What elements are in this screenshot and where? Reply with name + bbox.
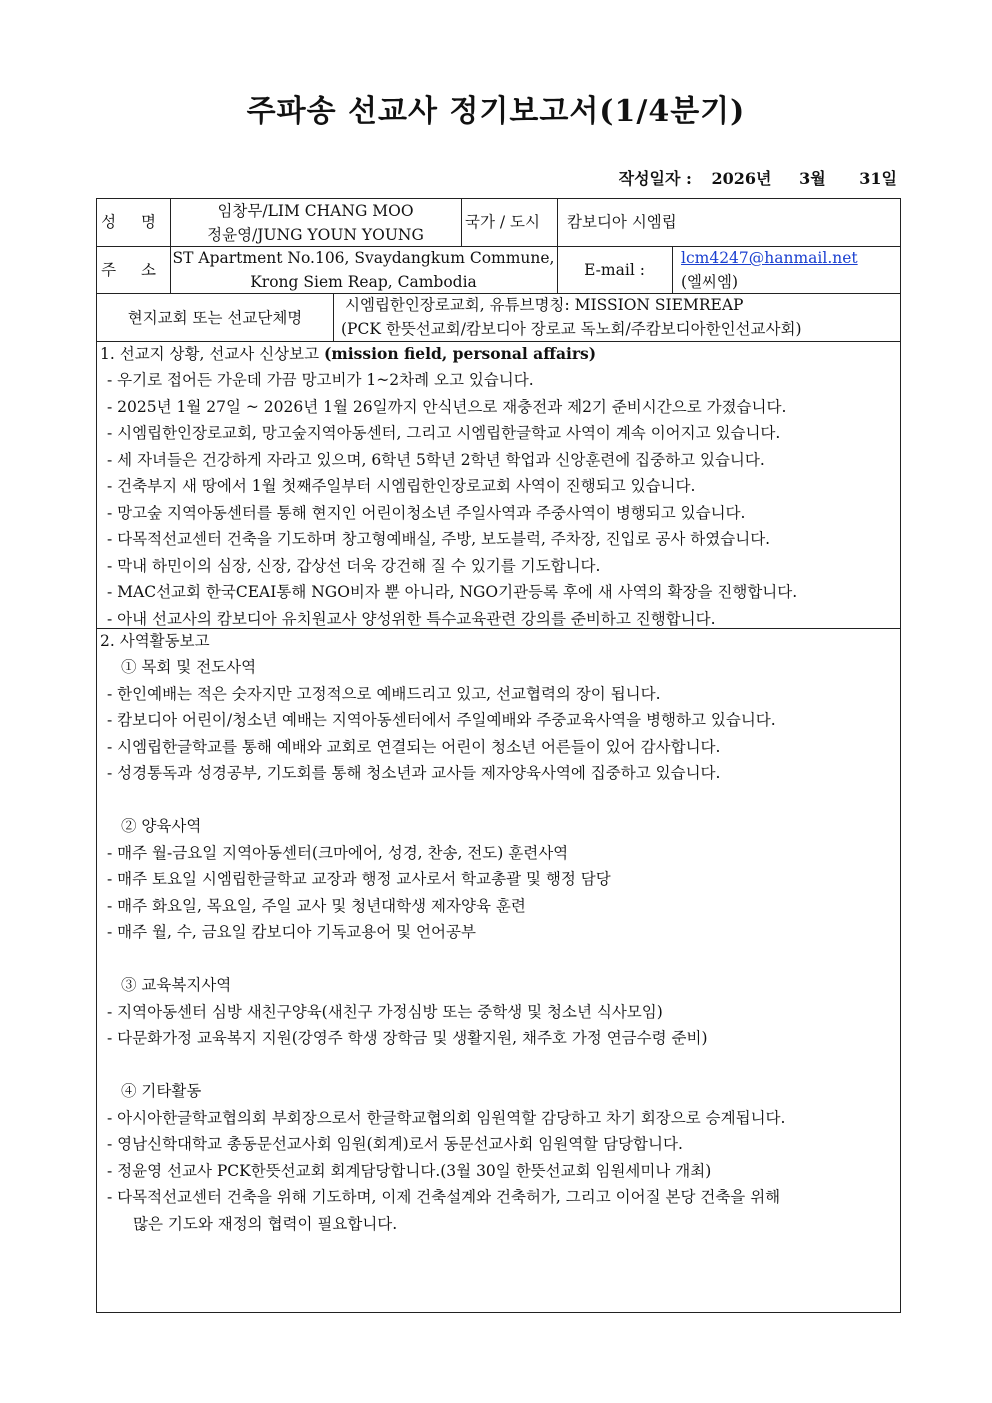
list-item: - 한인예배는 적은 숫자지만 고정적으로 예배드리고 있고, 선교협력의 장이 됩니다.	[107, 684, 661, 703]
section-1-heading-text: 1. 선교지 상황, 선교사 신상보고	[100, 345, 325, 363]
name-line-2: 정윤영/JUNG YOUN YOUNG	[207, 226, 424, 244]
list-item: - 망고숲 지역아동센터를 통해 현지인 어린이청소년 주일사역과 주중사역이 병행되고 있습니다.	[107, 503, 746, 522]
list-item: - 건축부지 새 땅에서 1월 첫째주일부터 시엠립한인장로교회 사역이 진행되고 있습니다.	[107, 477, 696, 495]
subsection-heading: ③ 교육복지사역	[121, 976, 232, 994]
church-value	[341, 293, 897, 341]
col-divider	[461, 199, 462, 246]
list-item: - MAC선교회 한국CEAI통해 NGO비자 뿐 아니라, NGO기관등록 후에 새 사역의 확장을 진행합니다.	[107, 583, 798, 601]
report-date	[619, 166, 897, 189]
email-link[interactable]: lcm4247@hanmail.net	[681, 249, 858, 267]
country-label: 국가 / 도시	[465, 213, 540, 231]
list-item: - 매주 월-금요일 지역아동센터(크마에어, 성경, 찬송, 전도) 훈련사역	[107, 843, 569, 862]
list-item: - 막내 하민이의 심장, 신장, 갑상선 더욱 강건해 질 수 있기를 기도합니다.	[107, 556, 601, 575]
col-divider	[672, 246, 673, 293]
list-item: - 다목적선교센터 건축을 위해 기도하며, 이제 건축설계와 건축허가, 그리고 이어질 본당 건축을 위해	[107, 1188, 781, 1206]
list-item: - 성경통독과 성경공부, 기도회를 통해 청소년과 교사들 제자양육사역에 집중하고 있습니다.	[107, 764, 721, 782]
section-1-heading	[97, 341, 902, 367]
list-item: - 다목적선교센터 건축을 기도하며 창고형예배실, 주방, 보도블럭, 주차장, 진입로 공사 하였습니다.	[107, 530, 771, 548]
date-label: 작성일자 :	[618, 169, 692, 188]
address-line-1: ST Apartment No.106, Svaydangkum Commune,	[172, 249, 555, 267]
name-value	[170, 199, 461, 247]
list-item: - 시엠립한글학교를 통해 예배와 교회로 연결되는 어린이 청소년 어른들이 있어 감사합니다.	[107, 737, 721, 756]
list-item: - 시엠립한인장로교회, 망고숲지역아동센터, 그리고 시엠립한글학교 사역이 계속 이어지고 있습니다.	[107, 424, 781, 442]
date-year: 2026년	[711, 169, 772, 188]
list-item: - 다문화가정 교육복지 지원(강영주 학생 장학금 및 생활지원, 채주호 가정 연금수령 준비)	[107, 1029, 708, 1047]
list-item: - 2025년 1월 27일 ~ 2026년 1월 26일까지 안식년으로 재충전과 제2기 준비시간으로 가졌습니다.	[107, 397, 787, 416]
list-item: - 우기로 접어든 가운데 가끔 망고비가 1~2차례 오고 있습니다.	[107, 371, 534, 389]
name-label: 성 명	[101, 213, 166, 231]
list-item: - 캄보디아 어린이/청소년 예배는 지역아동센터에서 주일예배와 주중교육사역을 병행하고 있습니다.	[107, 711, 776, 729]
section-mission-field	[97, 341, 902, 632]
church-line-1: 시엠립한인장로교회, 유튜브명칭: MISSION SIEMREAP	[345, 296, 744, 314]
address-label: 주 소	[101, 261, 166, 279]
section-ministry-report	[97, 628, 902, 1237]
section-2-heading: 2. 사역활동보고	[100, 632, 210, 650]
report-frame	[96, 198, 901, 1313]
list-item: - 지역아동센터 심방 새친구양육(새친구 가정심방 또는 중학생 및 청소년 식사모임)	[107, 1002, 663, 1021]
subsection-heading: ① 목회 및 전도사역	[121, 658, 257, 676]
list-item: - 매주 토요일 시엠립한글학교 교장과 행정 교사로서 학교총괄 및 행정 담당	[107, 870, 611, 888]
list-item: - 매주 월, 수, 금요일 캄보디아 기독교용어 및 언어공부	[107, 923, 476, 941]
list-item: - 정윤영 선교사 PCK한뜻선교회 회계담당합니다.(3월 30일 한뜻선교회 임원세미나 개최)	[107, 1161, 712, 1180]
list-item: - 매주 화요일, 목요일, 주일 교사 및 청년대학생 제자양육 훈련	[107, 896, 526, 915]
col-divider	[333, 293, 334, 341]
name-line-1: 임창무/LIM CHANG MOO	[217, 202, 414, 220]
section-1-heading-english: (mission field, personal affairs)	[324, 344, 597, 363]
subsection-heading: ② 양육사역	[121, 817, 202, 835]
date-month: 3월	[799, 169, 826, 188]
list-item-continuation: 많은 기도와 재정의 협력이 필요합니다.	[133, 1214, 398, 1233]
list-item: - 아시아한글학교협의회 부회장으로서 한글학교협의회 임원역할 감당하고 차기 회장으로 승계됩니다.	[107, 1108, 786, 1127]
list-item: - 세 자녀들은 건강하게 자라고 있으며, 6학년 5학년 2학년 학업과 신앙훈련에 집중하고 있습니다.	[107, 450, 765, 469]
list-item: - 영남신학대학교 총동문선교사회 임원(회계)로서 동문선교사회 임원역할 담당합니다.	[107, 1135, 683, 1153]
email-value	[681, 246, 896, 294]
email-note: (엘씨엠)	[681, 273, 739, 291]
document-title: 주파송 선교사 정기보고서(1/4분기)	[246, 94, 746, 129]
list-item: - 아내 선교사의 캄보디아 유치원교사 양성위한 특수교육관련 강의를 준비하고 진행합니다.	[107, 609, 716, 628]
subsection-heading: ④ 기타활동	[121, 1082, 202, 1100]
address-line-2: Krong Siem Reap, Cambodia	[250, 273, 477, 291]
email-label: E-mail :	[584, 261, 645, 279]
country-value: 캄보디아 시엠립	[567, 213, 677, 231]
date-day: 31일	[859, 169, 897, 188]
address-value	[170, 246, 557, 294]
church-label: 현지교회 또는 선교단체명	[127, 309, 303, 327]
church-line-2: (PCK 한뜻선교회/캄보디아 장로교 독노회/주캄보디아한인선교사회)	[341, 320, 802, 338]
